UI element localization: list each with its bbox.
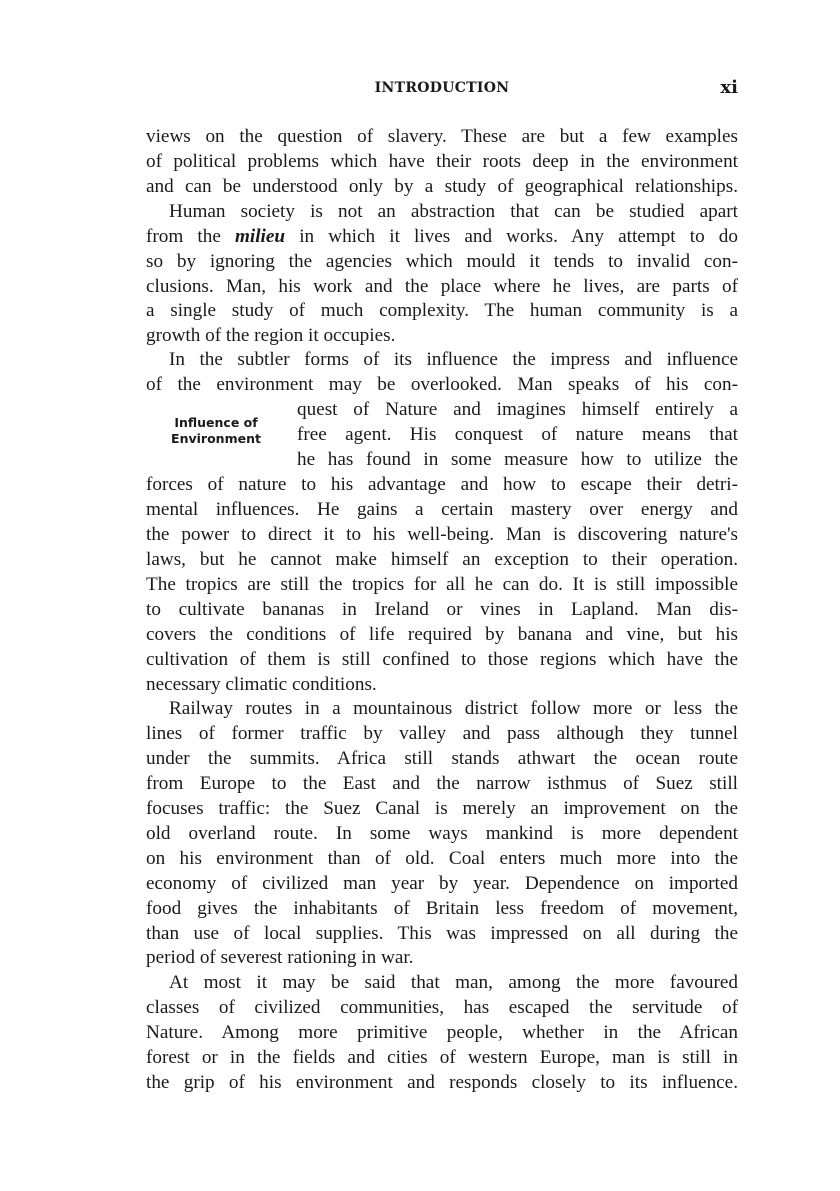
text-line: under the summits. Africa still stands athwart the ocean route — [146, 748, 738, 769]
text-line: a single study of much complexity. The human community is a — [146, 300, 738, 321]
margin-note-line: Environment — [171, 431, 261, 446]
text-line: free agent. His conquest of nature means that — [297, 424, 738, 445]
text-line: Railway routes in a mountainous district follow more or less the — [169, 698, 738, 719]
text-line: of the environment may be overlooked. Man speaks of his con- — [146, 374, 738, 395]
text-line: The tropics are still the tropics for all he can do. It is still impossible — [146, 574, 738, 595]
text-line: focuses traffic: the Suez Canal is merely an improvement on the — [146, 798, 738, 819]
text-line: the power to direct it to his well-being. Man is discovering nature's — [146, 524, 738, 545]
text-line: old overland route. In some ways mankind is more dependent — [146, 823, 738, 844]
running-title: INTRODUCTION — [374, 80, 510, 96]
text-run: from the — [146, 226, 235, 247]
text-line: to cultivate bananas in Ireland or vines in Lapland. Man dis- — [146, 599, 738, 620]
text-line: food gives the inhabitants of Britain less freedom of movement, — [146, 898, 738, 919]
text-line: covers the conditions of life required by banana and vine, but his — [146, 624, 738, 645]
text-line: he has found in some measure how to utilize the — [297, 449, 738, 470]
text-line: clusions. Man, his work and the place where he lives, are parts of — [146, 276, 738, 297]
text-line: At most it may be said that man, among the more favoured — [169, 972, 738, 993]
text-line: period of severest rationing in war. — [146, 947, 414, 968]
margin-note — [146, 415, 286, 447]
text-line: views on the question of slavery. These are but a few examples — [146, 126, 738, 147]
text-line: economy of civilized man year by year. Dependence on imported — [146, 873, 738, 894]
text-line: mental influences. He gains a certain mastery over energy and — [146, 499, 738, 520]
text-line: classes of civilized communities, has escaped the servitude of — [146, 997, 738, 1018]
text-run: in which it lives and works. Any attempt to do — [285, 226, 738, 247]
text-line: the grip of his environment and responds closely to its influence. — [146, 1072, 738, 1093]
text-line: and can be understood only by a study of geographical relationships. — [146, 176, 738, 197]
text-line: quest of Nature and imagines himself entirely a — [297, 399, 738, 420]
text-line: on his environment than of old. Coal enters much more into the — [146, 848, 738, 869]
margin-note-line: Influence of — [174, 415, 258, 430]
text-line: lines of former traffic by valley and pass although they tunnel — [146, 723, 738, 744]
text-line: In the subtler forms of its influence the impress and influence — [169, 349, 738, 370]
text-line: of political problems which have their roots deep in the environment — [146, 151, 738, 172]
page-header — [146, 77, 738, 104]
text-line: Human society is not an abstraction that can be studied apart — [169, 201, 738, 222]
page-number: xi — [720, 77, 738, 98]
text-line: Nature. Among more primitive people, whether in the African — [146, 1022, 738, 1043]
text-line: forces of nature to his advantage and how to escape their detri- — [146, 474, 738, 495]
text-line: than use of local supplies. This was impressed on all during the — [146, 923, 738, 944]
text-line: forest or in the fields and cities of western Europe, man is still in — [146, 1047, 738, 1068]
italic-term: milieu — [234, 226, 286, 247]
text-line — [146, 224, 738, 249]
text-line: from Europe to the East and the narrow isthmus of Suez still — [146, 773, 738, 794]
text-line: growth of the region it occupies. — [146, 325, 396, 346]
text-line: necessary climatic conditions. — [146, 674, 377, 695]
text-line: so by ignoring the agencies which mould it tends to invalid con- — [146, 251, 738, 272]
text-line: laws, but he cannot make himself an exception to their operation. — [146, 549, 738, 570]
text-line: cultivation of them is still confined to those regions which have the — [146, 649, 738, 670]
